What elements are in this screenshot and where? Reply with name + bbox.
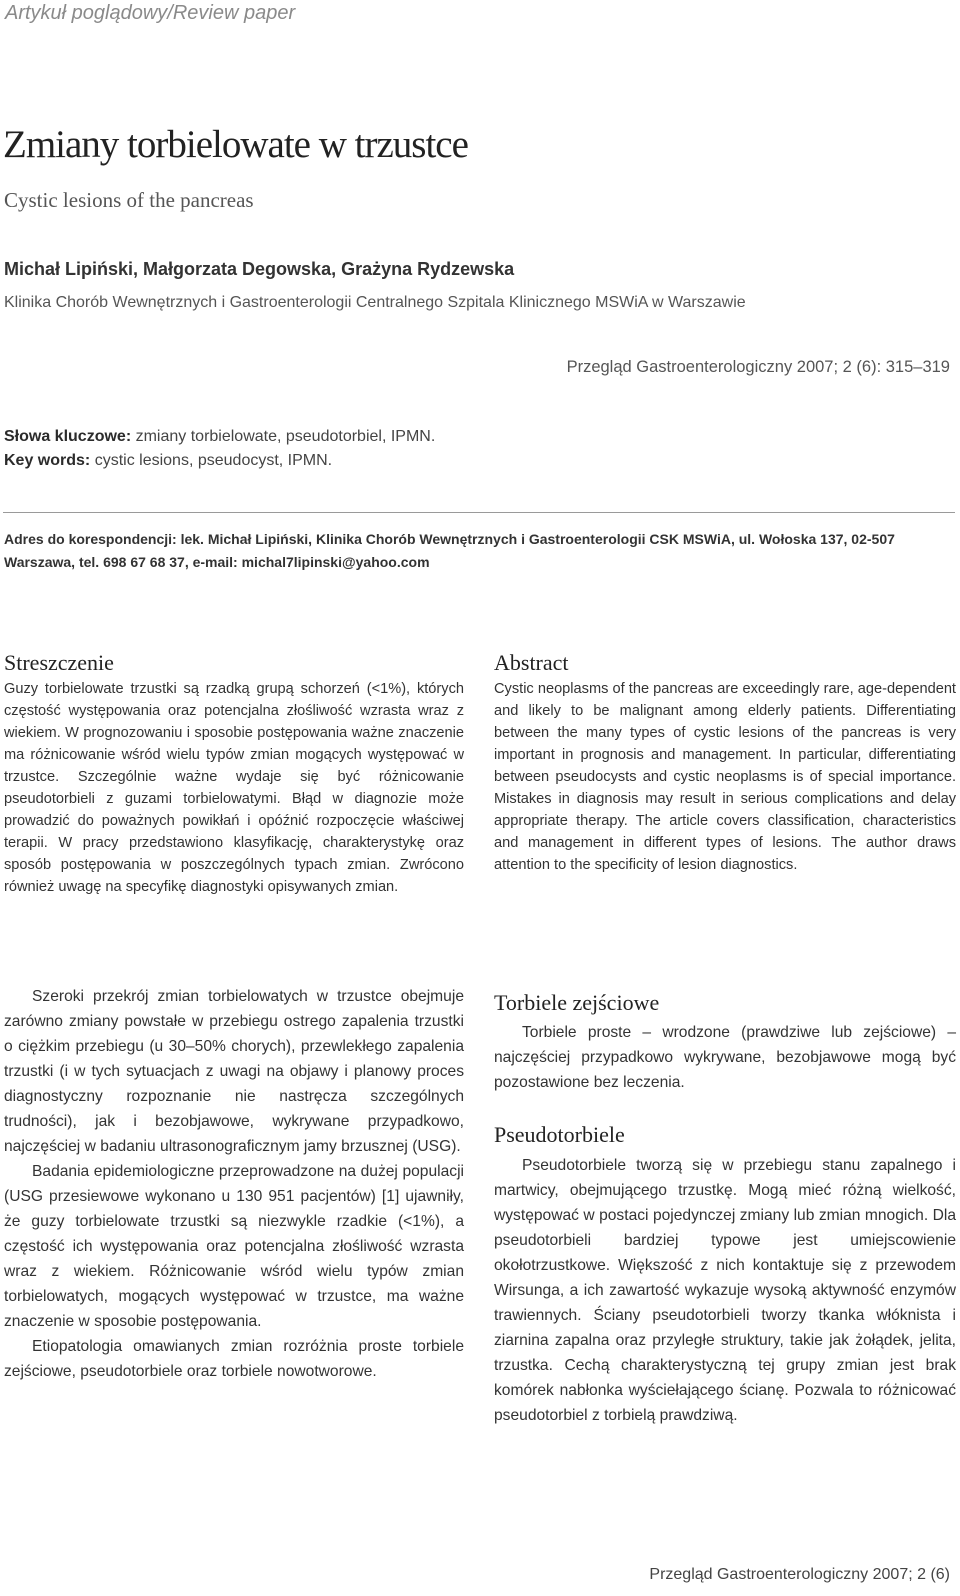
- streszczenie-heading: Streszczenie: [4, 650, 114, 675]
- abstract-heading: Abstract: [494, 650, 569, 675]
- pseudotorbiele-section: [494, 1153, 956, 1428]
- body-paragraph: Badania epidemiologiczne przeprowadzone na dużej populacji (USG przesiewowe wykonano u 130 951 pacjentów) [1] ujawniły, że guzy torbielowate trzustki są niezwykle rzadkie (<1%), a częstość ich występowania oraz potencjalna złośliwość wzrasta wraz z wiekiem. Różnicowanie wśród wielu typów zmian torbielowatych, mogących występować w trzustce, ma ważne znaczenie w sposobie postępowania.: [4, 1163, 464, 1330]
- affiliation: Klinika Chorób Wewnętrznych i Gastroenterologii Centralnego Szpitala Klinicznego MSWiA w Warszawie: [4, 294, 746, 311]
- authors: Michał Lipiński, Małgorzata Degowska, Grażyna Rydzewska: [4, 259, 515, 279]
- footer-journal: Przegląd Gastroenterologiczny 2007; 2 (6): [649, 1566, 950, 1583]
- body-paragraph: Pseudotorbiele tworzą się w przebiegu stanu zapalnego i martwicy, obejmującego trzustkę. Mogą mieć różną wielkość, występować w postaci pojedynczej zmiany lub zmian mnogich. Dla pseudotorbieli bardziej typowe jest umiejscowienie okołotrzustkowe. Większość z nich kontaktuje się z przewodem Wirsunga, a ich zawartość wykazuje wysoką aktywność enzymów trawiennych. Ściany pseudotorbieli tworzy tkanka włóknista i ziarnina zapalna oraz przyległe struktury, takie jak żołądek, jelita, trzustka. Cechą charakterystyczną tej grupy zmian jest brak komórek nabłonka wyściełającego ścianę. Pozwala to różnicować pseudotorbiel z torbielą prawdziwą.: [494, 1157, 956, 1424]
- correspondence-label: Adres do korespondencji:: [4, 531, 177, 547]
- keywords-pl: [4, 428, 435, 446]
- article-type: Artykuł poglądowy/Review paper: [5, 2, 296, 24]
- keywords-en-label: Key words:: [4, 452, 91, 469]
- body-left-column: [4, 984, 464, 1384]
- article-title: Zmiany torbielowate w trzustce: [3, 123, 468, 166]
- citation: Przegląd Gastroenterologiczny 2007; 2 (6): 315–319: [566, 358, 950, 376]
- body-paragraph: Etiopatologia omawianych zmian rozróżnia proste torbiele zejściowe, pseudotorbiele oraz torbiele nowotworowe.: [4, 1338, 464, 1380]
- abstract-text: Cystic neoplasms of the pancreas are exceedingly rare, age-dependent and likely to be malignant among elderly patients. Differentiating between the many types of cystic lesions of the pancreas is very important in prognosis and management. In particular, differentiating between pseudocysts and cystic neoplasms is of special importance. Mistakes in diagnosis may result in serious complications and delay appropriate therapy. The article covers classification, characteristics and management in different types of lesions. The author draws attention to the specificity of lesion diagnostics.: [494, 681, 956, 873]
- torbiele-zejsciowe-section: [494, 1020, 956, 1095]
- body-paragraph: Szeroki przekrój zmian torbielowatych w trzustce obejmuje zarówno zmiany powstałe w przebiegu ostrego zapalenia trzustki o ciężkim przebiegu (u 30–50% chorych), przewlekłego zapalenia trzustki (i w tych sytuacjach z uwagi na objawy i planowy proces diagnostyczny rozpoznanie nie nastręcza szczególnych trudności), jak i bezobjawowe, wykrywane przypadkowo, najczęściej w badaniu ultrasonograficznym jamy brzusznej (USG).: [4, 988, 464, 1155]
- keywords-en-text: cystic lesions, pseudocyst, IPMN.: [94, 452, 333, 469]
- torbiele-zejsciowe-heading: Torbiele zejściowe: [494, 990, 660, 1015]
- correspondence-text: lek. Michał Lipiński, Klinika Chorób Wewnętrznych i Gastroenterologii CSK MSWiA, ul. Wołoska 137, 02-507 Warszawa, tel. 698 67 68 37, e-mail: michal7lipinski@yahoo.com: [4, 531, 895, 570]
- keywords-en: [4, 452, 332, 470]
- article-subtitle: Cystic lesions of the pancreas: [4, 188, 254, 212]
- body-paragraph: Torbiele proste – wrodzone (prawdziwe lub zejściowe) – najczęściej przypadkowo wykrywane, bezobjawowe mogą być pozostawione bez leczenia.: [494, 1024, 956, 1091]
- divider: [3, 512, 955, 513]
- keywords-pl-label: Słowa kluczowe:: [4, 428, 132, 445]
- correspondence: [4, 528, 954, 574]
- pseudotorbiele-heading: Pseudotorbiele: [494, 1122, 625, 1147]
- keywords-pl-text: zmiany torbielowate, pseudotorbiel, IPMN.: [135, 428, 436, 445]
- streszczenie-text: Guzy torbielowate trzustki są rzadką grupą schorzeń (<1%), których częstość występowania oraz potencjalna złośliwość wzrasta wraz z wiekiem. W prognozowaniu i sposobie postępowania ważne znaczenie ma różnicowanie wśród wielu typów zmian mogących występować w trzustce. Szczególnie ważne wydaje się być różnicowanie pseudotorbieli z guzami torbielowatymi. Błąd w diagnozie może prowadzić do poważnych powikłań i opóźnić rozpoczęcie właściwej terapii. W pracy przedstawiono klasyfikację, charakterystykę oraz sposób postępowania w poszczególnych typach zmian. Zwrócono również uwagę na specyfikę diagnostyki opisywanych zmian.: [4, 681, 464, 895]
